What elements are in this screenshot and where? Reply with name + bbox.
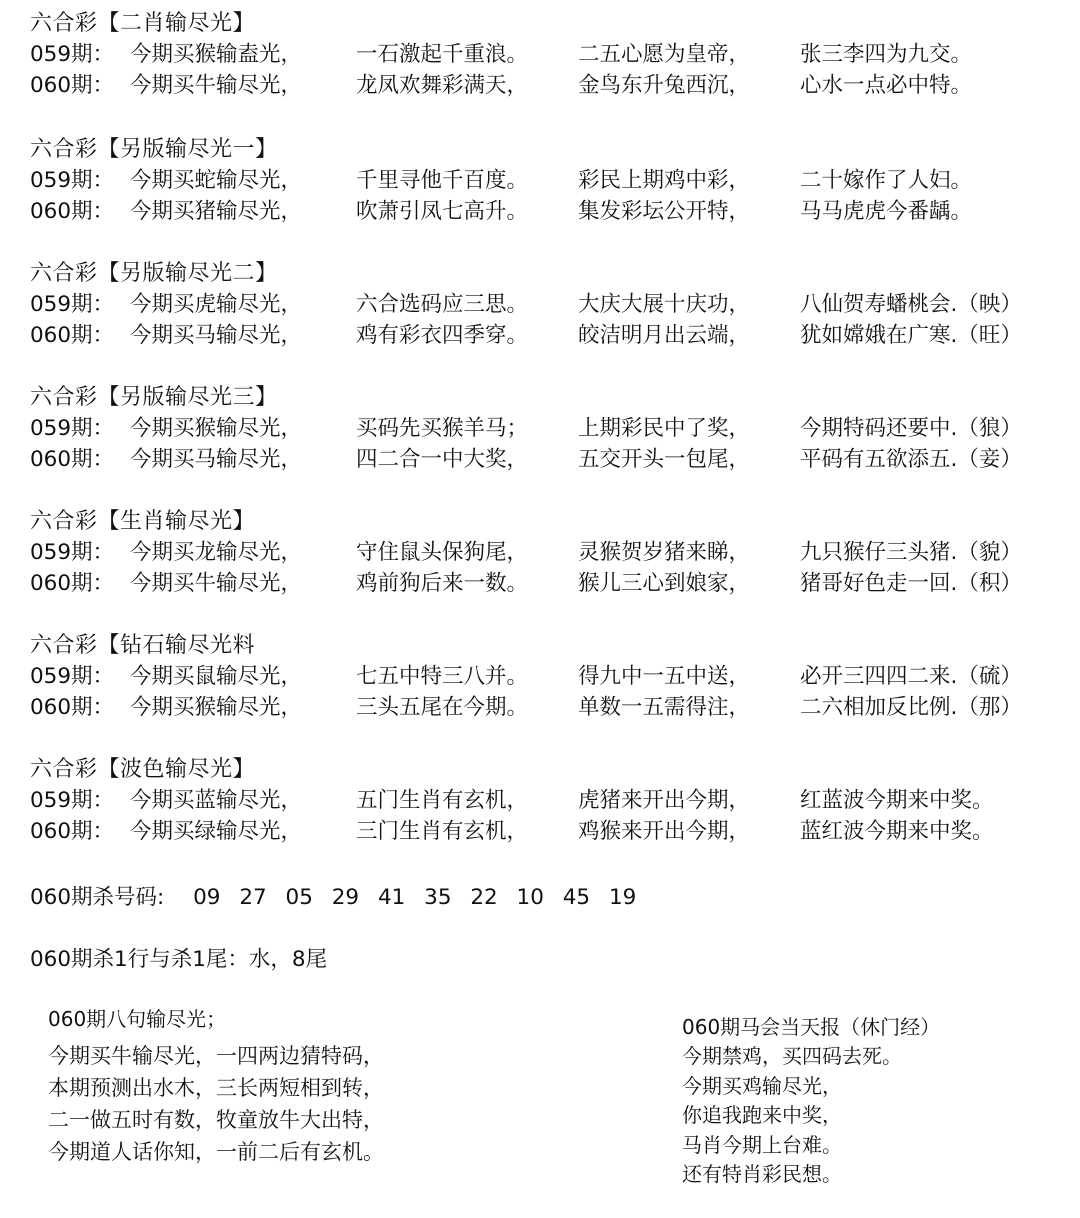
kill-numbers-line [30, 880, 648, 911]
verse-phrase: 今期买猪输尽光， [130, 199, 303, 224]
verse-phrase: 大庆大展十庆功， [578, 292, 751, 317]
verse-phrase: 平码有五欲添五.（妾） [800, 447, 1022, 472]
period-row [30, 661, 1070, 692]
verse-phrase: 八仙贺寿蟠桃会.（映） [800, 292, 1022, 317]
verse-phrase: 五交开头一包尾， [578, 447, 751, 472]
period-row [30, 568, 1070, 599]
period-label: 060期： [30, 819, 115, 844]
verse-phrase: 今期买马输尽光， [130, 323, 303, 348]
period-label: 060期： [30, 73, 115, 98]
verse-phrase: 今期买鼠输尽光， [130, 664, 303, 689]
verse-phrase: 五门生肖有玄机， [356, 788, 529, 813]
kill-number: 10 [516, 885, 544, 910]
section-lingban-3 [30, 382, 1070, 475]
poem-line: 今期买牛输尽光，一四两边猜特码， [48, 1044, 384, 1068]
verse-phrase: 张三李四为九交。 [800, 42, 973, 67]
verse-phrase: 六合选码应三思。 [356, 292, 529, 317]
section-bose [30, 754, 1070, 847]
verse-phrase: 虎猪来开出今期， [578, 788, 751, 813]
verse-phrase: 龙凤欢舞彩满天， [356, 73, 529, 98]
period-label: 060期： [30, 695, 115, 720]
period-label: 059期： [30, 292, 115, 317]
verse-phrase: 四二合一中大奖， [356, 447, 529, 472]
poem-right [682, 1013, 1062, 1190]
verse-phrase: 心水一点必中特。 [800, 73, 973, 98]
verse-phrase: 蓝红波今期来中奖。 [800, 819, 994, 844]
verse-phrase: 一石激起千重浪。 [356, 42, 529, 67]
verse-phrase: 猴儿三心到娘家， [578, 571, 751, 596]
verse-phrase: 红蓝波今期来中奖。 [800, 788, 994, 813]
verse-phrase: 今期买马输尽光， [130, 447, 303, 472]
verse-phrase: 今期买蓝输尽光， [130, 788, 303, 813]
verse-phrase: 七五中特三八并。 [356, 664, 529, 689]
verse-phrase: 今期买牛输尽光， [130, 73, 303, 98]
verse-phrase: 今期买牛输尽光， [130, 571, 303, 596]
kill-number: 22 [470, 885, 498, 910]
verse-phrase: 今期买龙输尽光， [130, 540, 303, 565]
period-row [30, 70, 1070, 101]
period-row [30, 289, 1070, 320]
verse-phrase: 金鸟东升兔西沉， [578, 73, 751, 98]
section-title: 六合彩【波色输尽光】 [30, 757, 256, 782]
poem-line: 二一做五时有数，牧童放牛大出特， [48, 1108, 384, 1132]
verse-phrase: 二五心愿为皇帝， [578, 42, 751, 67]
period-label: 059期： [30, 664, 115, 689]
verse-phrase: 三头五尾在今期。 [356, 695, 529, 720]
section-erxiao [30, 8, 1070, 101]
poem-line: 今期禁鸡，买四码去死。 [682, 1044, 902, 1068]
section-title: 六合彩【钻石输尽光料 [30, 633, 256, 658]
verse-phrase: 今期特码还要中.（狼） [800, 416, 1022, 441]
period-label: 060期： [30, 571, 115, 596]
kill-number: 09 [193, 885, 221, 910]
verse-phrase: 灵猴贺岁猪来睇， [578, 540, 751, 565]
period-row [30, 413, 1070, 444]
verse-phrase: 千里寻他千百度。 [356, 168, 529, 193]
kill-number: 41 [377, 885, 406, 910]
verse-phrase: 买码先买猴羊马； [356, 416, 529, 441]
period-label: 059期： [30, 416, 115, 441]
verse-phrase: 鸡有彩衣四季穿。 [356, 323, 529, 348]
period-label: 059期： [30, 42, 115, 67]
verse-phrase: 九只猴仔三头猪.（貌） [800, 540, 1022, 565]
section-title: 六合彩【生肖输尽光】 [30, 509, 256, 534]
period-row [30, 320, 1070, 351]
period-row [30, 39, 1070, 70]
verse-phrase: 今期买蛇输尽光， [130, 168, 303, 193]
verse-phrase: 今期买猴输尽光， [130, 695, 303, 720]
poem-line: 还有特肖彩民想。 [682, 1162, 842, 1186]
verse-phrase: 上期彩民中了奖， [578, 416, 751, 441]
verse-phrase: 皎洁明月出云端， [578, 323, 751, 348]
verse-phrase: 今期买绿输尽光， [130, 819, 303, 844]
poem-line: 马肖今期上台难。 [682, 1132, 842, 1157]
period-row [30, 785, 1070, 816]
period-row [30, 444, 1070, 475]
section-lingban-1 [30, 134, 1070, 227]
poem-left-title: 060期八句输尽光； [48, 1007, 227, 1031]
poem-right-title: 060期马会当天报（休门经） [682, 1015, 941, 1039]
kill-number: 35 [424, 885, 452, 910]
period-row [30, 816, 1070, 847]
section-title: 六合彩【另版输尽光三】 [30, 385, 278, 410]
period-row [30, 165, 1070, 196]
poem-line: 今期道人话你知，一前二后有玄机。 [48, 1140, 384, 1164]
kill-number: 27 [239, 885, 267, 910]
poem-left [48, 1004, 588, 1168]
verse-phrase: 三门生肖有玄机， [356, 819, 529, 844]
verse-phrase: 犹如嫦娥在广寒.（旺） [800, 323, 1022, 348]
section-lingban-2 [30, 258, 1070, 351]
kill-number: 45 [562, 885, 591, 910]
verse-phrase: 鸡前狗后来一数。 [356, 571, 529, 596]
verse-phrase: 鸡猴来开出今期， [578, 819, 751, 844]
verse-phrase: 得九中一五中送， [578, 664, 751, 689]
poem-line: 本期预测出水木，三长两短相到转， [48, 1076, 384, 1100]
period-label: 059期： [30, 168, 115, 193]
verse-phrase: 猪哥好色走一回.（积） [800, 571, 1022, 596]
period-label: 059期： [30, 540, 115, 565]
period-row [30, 196, 1070, 227]
period-label: 060期： [30, 199, 115, 224]
poem-line: 今期买鸡输尽光， [682, 1073, 842, 1098]
verse-phrase: 集发彩坛公开特， [578, 199, 751, 224]
kill-numbers-label: 060期杀号码: [30, 885, 165, 910]
kill-number: 19 [608, 885, 637, 910]
verse-phrase: 今期买猴输尽光， [130, 416, 303, 441]
verse-phrase: 今期买猴输盍光， [130, 42, 303, 67]
verse-phrase: 二六相加反比例.（那） [800, 695, 1022, 720]
verse-phrase: 吹萧引凤七高升。 [356, 199, 529, 224]
period-label: 060期： [30, 323, 115, 348]
verse-phrase: 马马虎虎今番龋。 [800, 199, 973, 224]
period-row [30, 537, 1070, 568]
section-title: 六合彩【另版输尽光一】 [30, 137, 278, 162]
poem-line: 你追我跑来中奖， [682, 1103, 842, 1127]
kill-number: 29 [331, 885, 360, 910]
verse-phrase: 今期买虎输尽光， [130, 292, 303, 317]
verse-phrase: 守住鼠头保狗尾， [356, 540, 529, 565]
verse-phrase: 必开三四四二来.（硫） [800, 664, 1022, 689]
period-row [30, 692, 1070, 723]
section-shengxiao [30, 506, 1070, 599]
period-label: 059期： [30, 788, 115, 813]
verse-phrase: 单数一五需得注， [578, 695, 751, 720]
section-title: 六合彩【另版输尽光二】 [30, 261, 278, 286]
period-label: 060期： [30, 447, 115, 472]
verse-phrase: 彩民上期鸡中彩， [578, 168, 751, 193]
section-zuanshi [30, 630, 1070, 723]
kill-line-tail: 060期杀1行与杀1尾：水，8尾 [30, 947, 328, 972]
kill-number: 05 [285, 885, 313, 910]
section-title: 六合彩【二肖输尽光】 [30, 11, 256, 36]
verse-phrase: 二十嫁作了人妇。 [800, 168, 973, 193]
